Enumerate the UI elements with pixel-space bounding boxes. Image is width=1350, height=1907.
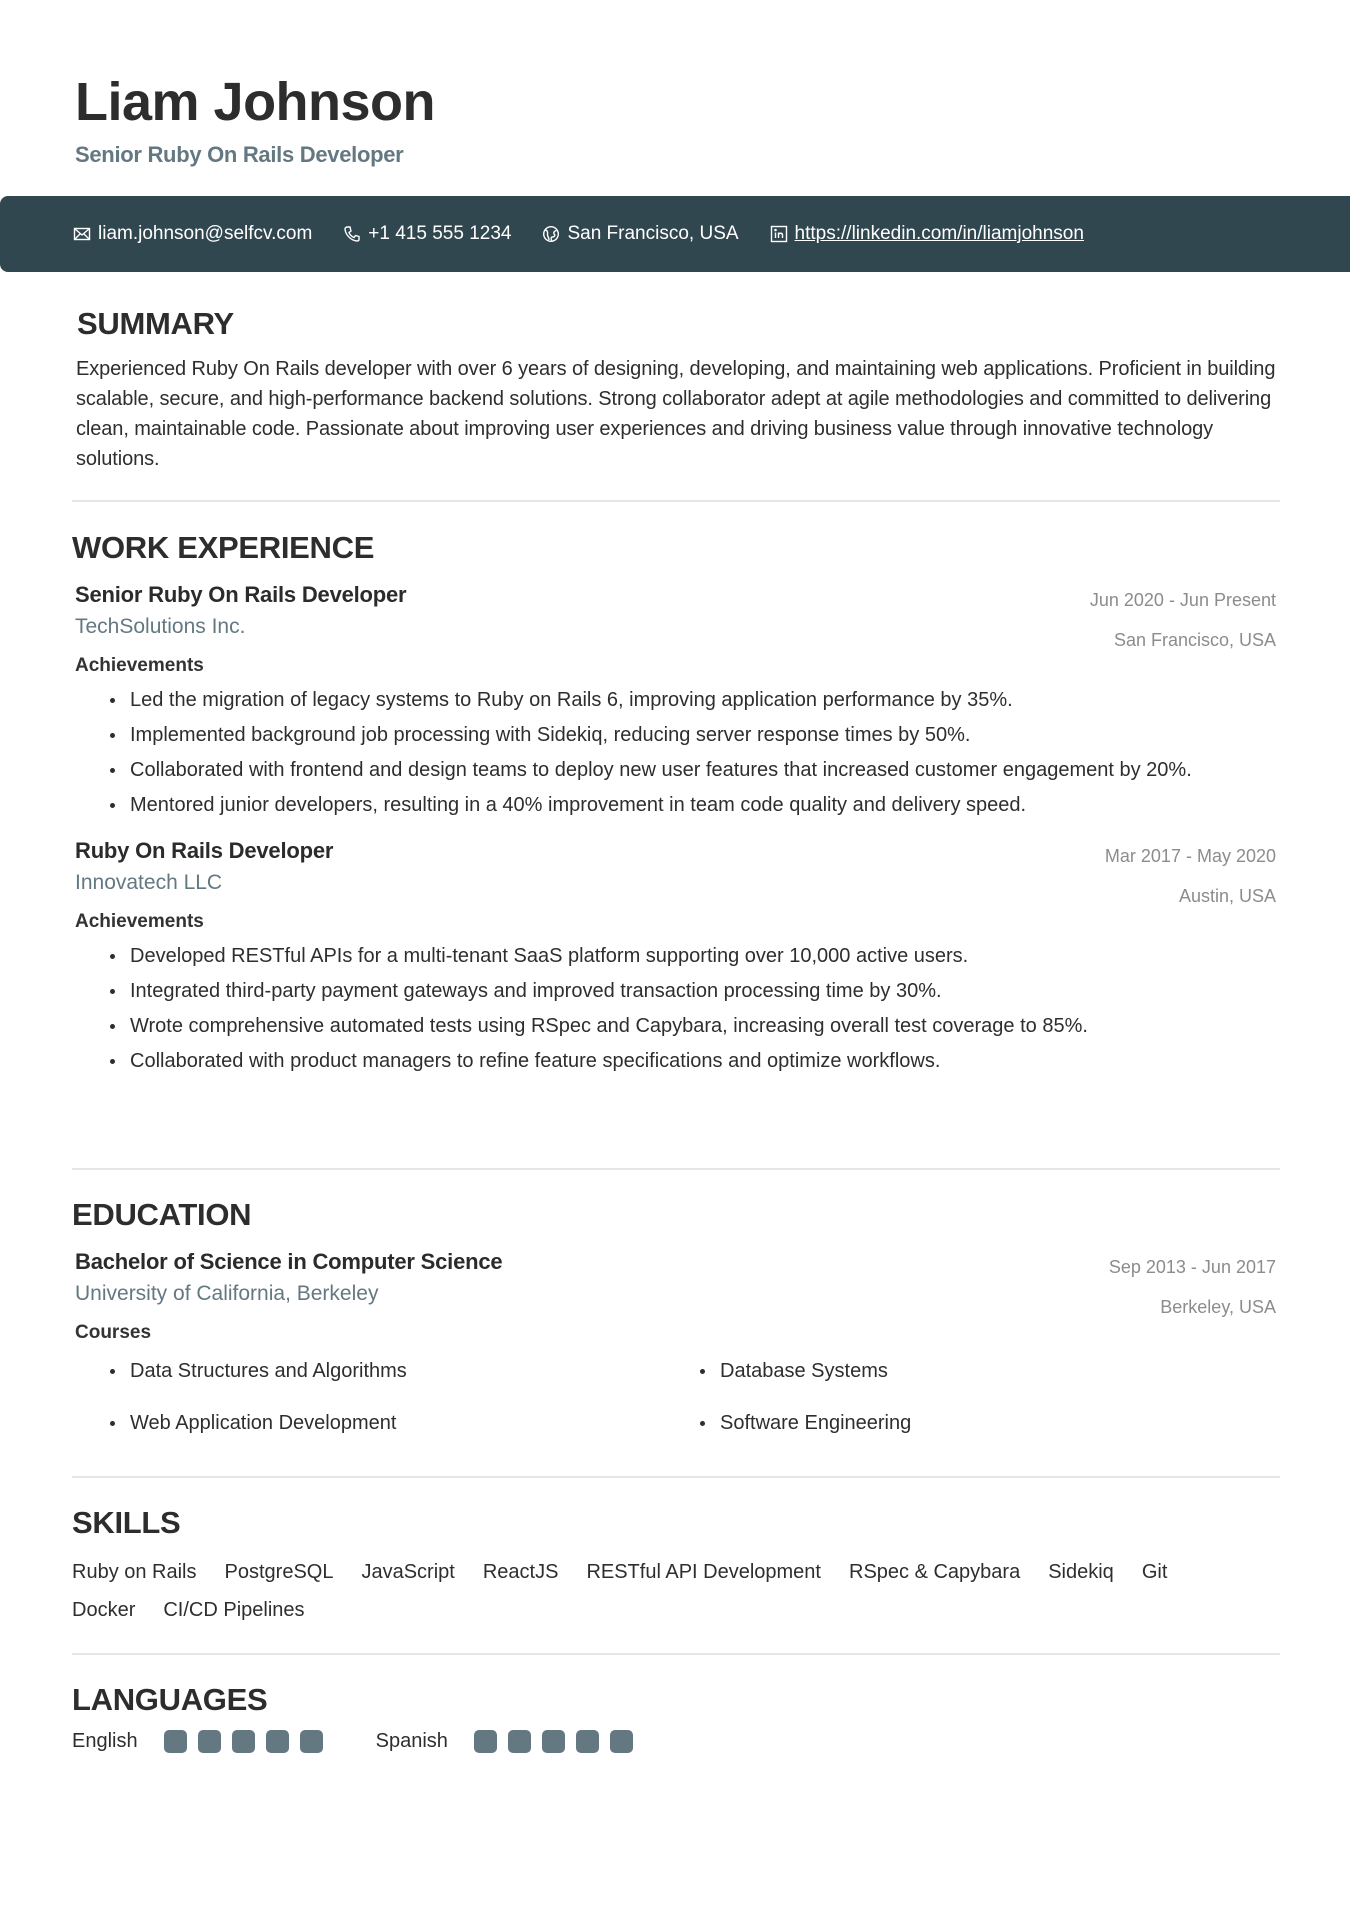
education-section [72, 1197, 1280, 1438]
language-item [376, 1730, 644, 1753]
section-title-education: EDUCATION [72, 1197, 252, 1232]
achievement-item: Led the migration of legacy systems to Ruby on Rails 6, improving application performance by 35%. [110, 685, 1280, 715]
email-text: liam.johnson@selfcv.com [98, 223, 313, 244]
experience-section [72, 530, 1280, 1081]
section-title-experience: WORK EXPERIENCE [72, 530, 375, 565]
linkedin-link[interactable]: https://linkedin.com/in/liamjohnson [794, 223, 1084, 244]
linkedin-icon [770, 225, 788, 243]
section-divider [72, 1168, 1280, 1170]
achievement-item: Integrated third-party payment gateways and improved transaction processing time by 30%. [110, 976, 1280, 1006]
proficiency-dot [266, 1730, 289, 1753]
contact-phone[interactable] [343, 223, 511, 245]
languages-section [72, 1682, 1280, 1753]
language-name: English [72, 1730, 138, 1752]
achievement-item: Wrote comprehensive automated tests using RSpec and Capybara, increasing overall test coverage to 85%. [110, 1011, 1280, 1041]
section-title-languages: LANGUAGES [72, 1682, 268, 1717]
skill-item: Git [1141, 1561, 1168, 1583]
summary-section [72, 306, 1280, 474]
job-meta [1090, 580, 1276, 660]
achievements-label: Achievements [75, 911, 204, 932]
section-title-summary: SUMMARY [77, 306, 234, 341]
mail-icon [73, 225, 91, 243]
job-dates: Mar 2017 - May 2020 [1104, 846, 1276, 866]
proficiency-dot [576, 1730, 599, 1753]
section-divider [72, 500, 1280, 502]
skill-item: RSpec & Capybara [849, 1561, 1021, 1583]
languages-list [72, 1730, 1280, 1753]
skill-item: CI/CD Pipelines [163, 1599, 305, 1621]
contact-email[interactable] [73, 223, 312, 245]
candidate-name: Liam Johnson [75, 72, 436, 132]
skill-item: JavaScript [361, 1561, 455, 1583]
candidate-role: Senior Ruby On Rails Developer [75, 142, 404, 167]
achievement-item: Collaborated with frontend and design teams to deploy new user features that increased customer engagement by 20%. [110, 755, 1280, 785]
job-entry [72, 582, 1280, 820]
skill-item: Sidekiq [1048, 1561, 1114, 1583]
proficiency-dot [300, 1730, 323, 1753]
proficiency-dot [508, 1730, 531, 1753]
section-divider [72, 1476, 1280, 1478]
achievement-item: Collaborated with product managers to refine feature specifications and optimize workflows. [110, 1046, 1280, 1076]
job-entry [72, 838, 1280, 1076]
skill-item: PostgreSQL [224, 1561, 334, 1583]
contact-bar [0, 196, 1350, 272]
job-company: Innovatech LLC [75, 871, 223, 894]
summary-text: Experienced Ruby On Rails developer with over 6 years of designing, developing, and maintaining web applications. Proficient in building scalable, secure, and high-performance backend solutions. Strong collaborator adept at agile methodologies and committed to delivering clean, maintainable code. Passionate about improving user experiences and driving business value through innovative technology solutions. [76, 358, 1276, 470]
job-location: San Francisco, USA [1113, 630, 1276, 650]
achievements-list [72, 685, 1280, 820]
resume-header [75, 70, 435, 168]
education-location: Berkeley, USA [1160, 1297, 1276, 1317]
proficiency-dot [232, 1730, 255, 1753]
job-company: TechSolutions Inc. [75, 615, 246, 638]
job-title: Ruby On Rails Developer [75, 838, 334, 863]
contact-location [542, 223, 738, 245]
proficiency-dot [610, 1730, 633, 1753]
proficiency-dot [198, 1730, 221, 1753]
contact-linkedin[interactable] [770, 223, 1084, 245]
phone-text: +1 415 555 1234 [368, 223, 512, 244]
course-item: Software Engineering [700, 1408, 1290, 1438]
achievement-item: Developed RESTful APIs for a multi-tenant SaaS platform supporting over 10,000 active users. [110, 941, 1280, 971]
course-item: Web Application Development [110, 1408, 700, 1438]
courses-label: Courses [75, 1322, 152, 1343]
education-entry [72, 1249, 1280, 1438]
achievements-label: Achievements [75, 655, 204, 676]
globe-location-icon [542, 225, 560, 243]
education-meta [1109, 1247, 1276, 1327]
job-meta [1105, 836, 1276, 916]
language-item [72, 1730, 334, 1753]
achievements-list [72, 941, 1280, 1076]
proficiency-dot [474, 1730, 497, 1753]
skill-item: Docker [72, 1599, 136, 1621]
job-title: Senior Ruby On Rails Developer [75, 582, 407, 607]
achievement-item: Mentored junior developers, resulting in a 40% improvement in team code quality and delivery speed. [110, 790, 1280, 820]
phone-icon [343, 225, 361, 243]
job-dates: Jun 2020 - Jun Present [1089, 590, 1276, 610]
courses-list [72, 1356, 1280, 1438]
skill-item: ReactJS [482, 1561, 559, 1583]
proficiency-dot [164, 1730, 187, 1753]
skill-item: Ruby on Rails [72, 1561, 197, 1583]
location-text: San Francisco, USA [567, 223, 739, 244]
section-title-skills: SKILLS [72, 1505, 181, 1540]
school-name: University of California, Berkeley [75, 1282, 379, 1305]
education-dates: Sep 2013 - Jun 2017 [1108, 1257, 1276, 1277]
skills-section [72, 1505, 1280, 1629]
job-location: Austin, USA [1178, 886, 1276, 906]
skills-list [72, 1553, 1272, 1629]
section-divider [72, 1653, 1280, 1655]
achievement-item: Implemented background job processing with Sidekiq, reducing server response times by 50%. [110, 720, 1280, 750]
proficiency-dot [542, 1730, 565, 1753]
course-item: Data Structures and Algorithms [110, 1356, 700, 1386]
skill-item: RESTful API Development [586, 1561, 821, 1583]
course-item: Database Systems [700, 1356, 1290, 1386]
degree-title: Bachelor of Science in Computer Science [75, 1249, 503, 1274]
language-name: Spanish [375, 1730, 448, 1752]
